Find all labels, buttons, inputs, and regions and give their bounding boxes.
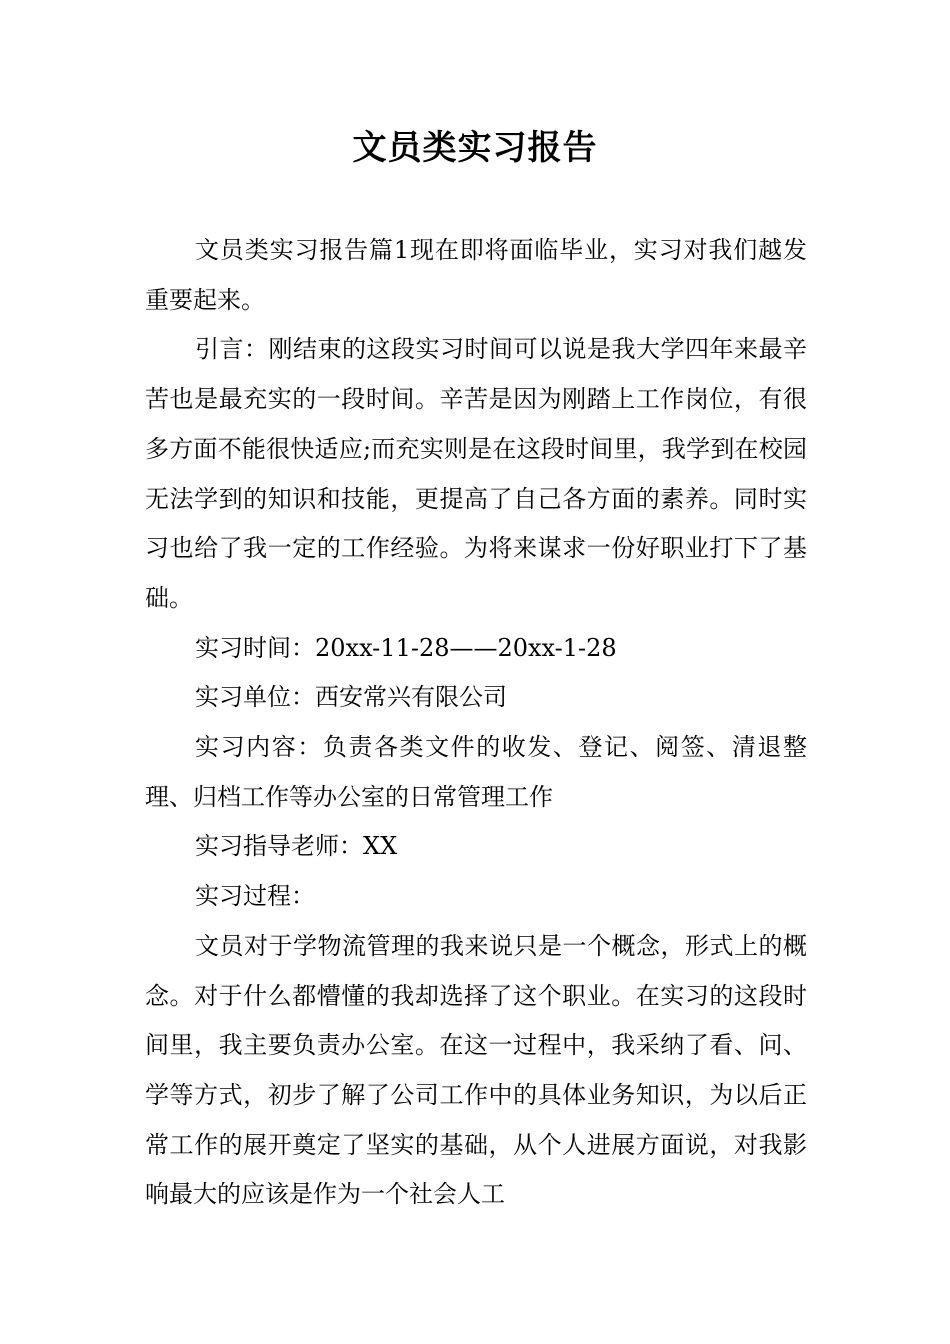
paragraph-intro: 文员类实习报告篇1现在即将面临毕业，实习对我们越发重要起来。 [145,236,807,314]
document-body [145,226,807,1220]
paragraph-internship-supervisor: 实习指导老师：XX [195,832,398,861]
paragraph-preface: 引言：刚结束的这段实习时间可以说是我大学四年来最辛苦也是最充实的一段时间。辛苦是因为刚踏上工作岗位，有很多方面不能很快适应;而充实则是在这段时间里，我学到在校园无法学到的知识和技能，更提高了自己各方面的素养。同时实习也给了我一定的工作经验。为将来谋求一份好职业打下了基础。 [145,335,807,612]
paragraph-internship-company: 实习单位：西安常兴有限公司 [195,683,507,712]
document-title: 文员类实习报告 [352,128,598,168]
paragraph-internship-process: 文员对于学物流管理的我来说只是一个概念，形式上的概念。对于什么都懵懂的我却选择了这个职业。在实习的这段时间里，我主要负责办公室。在这一过程中，我采纳了看、问、学等方式，初步了解了公司工作中的具体业务知识，为以后正常工作的展开奠定了坚实的基础，从个人进展方面说，对我影响最大的应该是作为一个社会人工 [145,931,807,1209]
paragraph-internship-process-heading: 实习过程： [195,882,315,911]
paragraph-internship-content: 实习内容：负责各类文件的收发、登记、阅签、清退整理、归档工作等办公室的日常管理工作 [145,733,807,811]
paragraph-internship-time: 实习时间：20xx-11-28——20xx-1-28 [195,633,617,662]
